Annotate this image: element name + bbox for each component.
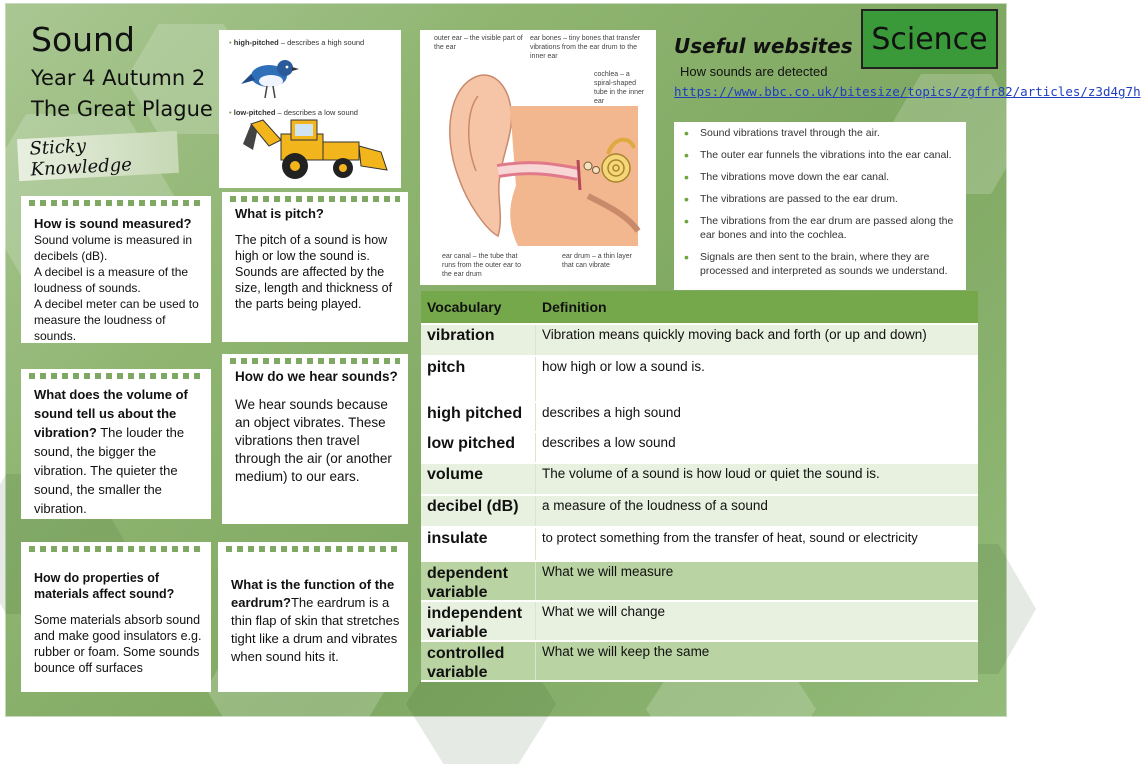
note-answer: We hear sounds because an object vibrates. These vibrations then travel through the air (or another medium) to our ears. xyxy=(235,397,392,484)
table-row xyxy=(421,496,978,528)
cochlea-label: cochlea – a spiral-shaped tube in the inner ear xyxy=(594,71,645,105)
vocab-definition: how high or low a sound is. xyxy=(542,359,705,374)
ear-bones-label: ear bones – tiny bones that transfer vibrations from the ear drum to the inner ear xyxy=(530,35,641,60)
vocab-term: decibel (dB) xyxy=(421,496,536,526)
high-pitched-desc: – describes a high sound xyxy=(278,38,365,47)
vocab-term: dependent variable xyxy=(421,562,536,600)
low-pitched-desc: – describes a low sound xyxy=(275,108,358,117)
vocab-definition: What we will change xyxy=(542,604,666,619)
column-header-vocabulary: Vocabulary xyxy=(427,299,502,315)
note-answer: Some materials absorb sound and make good insulators e.g. rubber or foam. Some sounds bounce off surfaces xyxy=(34,613,202,675)
note-how-sound-measured xyxy=(21,196,211,343)
vocabulary-table xyxy=(421,291,978,682)
vocab-term: high pitched xyxy=(421,403,536,431)
note-answer: The louder the sound, the bigger the vibration. The quieter the sound, the smaller the vibration. xyxy=(34,425,185,516)
vocab-definition: describes a low sound xyxy=(542,435,676,450)
note-how-we-hear xyxy=(222,354,408,524)
vocab-definition: to protect something from the transfer of heat, sound or electricity xyxy=(542,530,918,545)
sticky-knowledge-label xyxy=(17,131,179,181)
bbc-bitesize-link[interactable]: https://www.bbc.co.uk/bitesize/topics/zgffr82/articles/z3d4g7h xyxy=(674,84,1141,99)
pitch-illustration xyxy=(219,30,401,188)
outer-ear-label: outer ear – the visible part of the ear xyxy=(434,35,523,51)
knowledge-organiser xyxy=(5,3,1141,717)
vocab-definition: What we will measure xyxy=(542,564,674,579)
vocab-definition: Vibration means quickly moving back and forth (or up and down) xyxy=(542,327,927,342)
table-row xyxy=(421,642,978,682)
sticky-knowledge-text: Sticky Knowledge xyxy=(28,135,133,181)
vocab-definition: What we will keep the same xyxy=(542,644,710,659)
page-title: Sound xyxy=(31,20,135,59)
table-row xyxy=(421,602,978,642)
subject-badge: Science xyxy=(861,9,998,69)
table-row xyxy=(421,528,978,562)
vocab-term: vibration xyxy=(421,325,536,355)
useful-websites-title: Useful websites xyxy=(674,34,853,58)
note-volume-vibration xyxy=(21,369,211,519)
list-item: • The vibrations from the ear drum are passed along the ear bones and into the cochlea. xyxy=(684,214,960,242)
ear-drum-label: ear drum – a thin layer that can vibrate xyxy=(562,253,633,269)
digger-icon xyxy=(241,116,391,182)
useful-websites-caption: How sounds are detected xyxy=(680,64,828,79)
note-question: What is pitch? xyxy=(235,206,324,221)
ear-diagram xyxy=(420,30,656,285)
list-item: • The outer ear funnels the vibrations into the ear canal. xyxy=(684,148,960,162)
table-header xyxy=(421,291,978,325)
note-answer-block xyxy=(231,576,400,666)
note-answer: The pitch of a sound is how high or low the sound is. Sounds are affected by the size, length and thickness of the parts being played. xyxy=(235,233,393,311)
list-item: • Sound vibrations travel through the air. xyxy=(684,126,960,140)
ear-canal-label: ear canal – the tube that runs from the outer ear to the ear drum xyxy=(442,253,521,278)
vocab-term: volume xyxy=(421,464,536,494)
bird-icon xyxy=(241,48,301,102)
note-question: How do properties of materials affect sound? xyxy=(34,571,175,601)
note-question: How do we hear sounds? xyxy=(235,369,398,384)
vocab-term: controlled variable xyxy=(421,642,536,680)
vocab-term: insulate xyxy=(421,528,536,560)
table-row xyxy=(421,357,978,403)
list-item: • The vibrations are passed to the ear drum. xyxy=(684,192,960,206)
year-term: Year 4 Autumn 2 xyxy=(31,66,206,90)
table-row xyxy=(421,562,978,602)
list-item: • The vibrations move down the ear canal. xyxy=(684,170,960,184)
note-answer: Sound volume is measured in decibels (dB). A decibel is a measure of the loudness of sounds. A decibel meter can be used to measure the loudness of sounds. xyxy=(34,233,199,343)
note-question: What does the volume of sound tell us about the vibration? xyxy=(34,387,188,440)
note-answer: The eardrum is a thin flap of skin that stretches tight like a drum and vibrates when sound hits it. xyxy=(231,595,400,664)
low-pitched-caption: • low-pitched – describes a low sound xyxy=(229,108,358,117)
high-pitched-term: high-pitched xyxy=(233,38,279,47)
vocab-definition: a measure of the loudness of a sound xyxy=(542,498,768,513)
list-item: • Signals are then sent to the brain, where they are processed and interpreted as sounds we understand. xyxy=(684,250,960,278)
note-question: What is the function of the eardrum? xyxy=(231,577,395,610)
vocab-definition: describes a high sound xyxy=(542,405,681,420)
vocab-term: low pitched xyxy=(421,433,536,462)
vocab-term: independent variable xyxy=(421,602,536,640)
high-pitched-caption: • high-pitched – describes a high sound xyxy=(229,38,365,47)
ear-anatomy-icon xyxy=(438,66,638,246)
note-question: How is sound measured? xyxy=(34,216,192,231)
vocab-definition: The volume of a sound is how loud or quiet the sound is. xyxy=(542,466,880,481)
topic-title: The Great Plague xyxy=(31,97,213,121)
low-pitched-term: low-pitched xyxy=(233,108,276,117)
vocab-term: pitch xyxy=(421,357,536,401)
table-row xyxy=(421,433,978,464)
note-material-properties xyxy=(21,542,211,692)
column-header-definition: Definition xyxy=(542,299,607,315)
note-what-is-pitch xyxy=(222,192,408,342)
table-row xyxy=(421,464,978,496)
table-row xyxy=(421,403,978,433)
note-answer-block xyxy=(34,385,203,518)
note-eardrum-function xyxy=(218,542,408,692)
hearing-steps-panel xyxy=(674,122,966,290)
table-row xyxy=(421,325,978,357)
